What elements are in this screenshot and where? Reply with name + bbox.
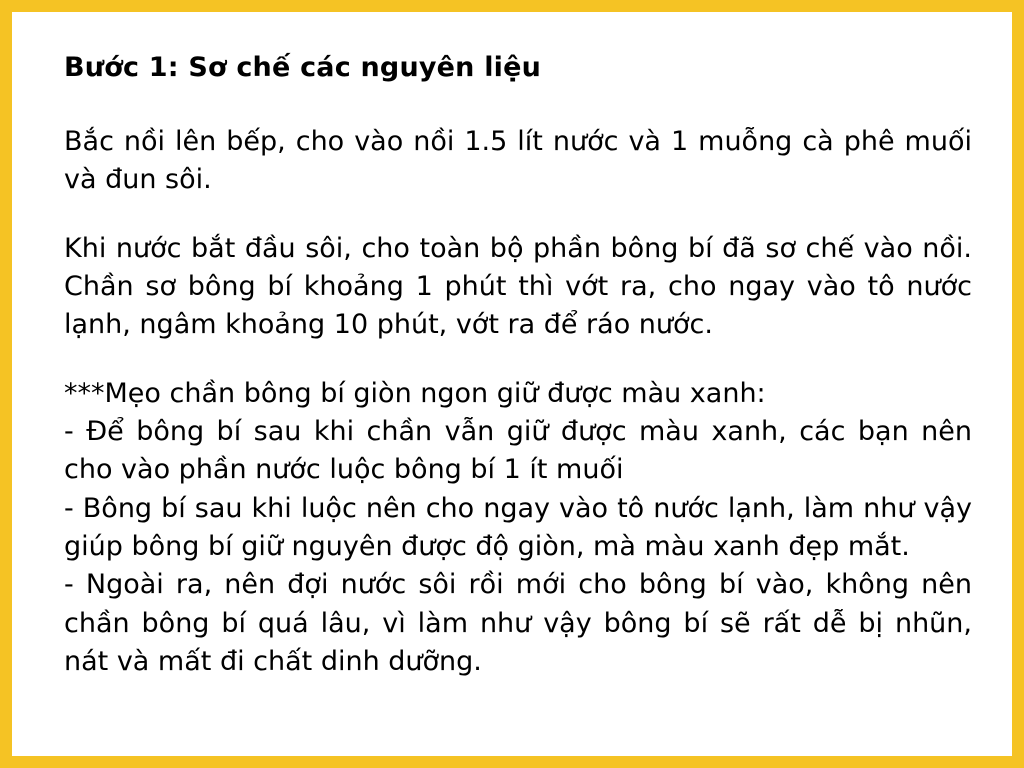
instruction-paragraph-1: Bắc nồi lên bếp, cho vào nồi 1.5 lít nước và 1 muỗng cà phê muối và đun sôi.	[64, 126, 972, 196]
instruction-paragraph-2: Khi nước bắt đầu sôi, cho toàn bộ phần bông bí đã sơ chế vào nồi. Chần sơ bông bí khoảng 1 phút thì vớt ra, cho ngay vào tô nước lạnh, ngâm khoảng 10 phút, vớt ra để ráo nước.	[64, 232, 972, 341]
step-heading: Bước 1: Sơ chế các nguyên liệu	[64, 52, 542, 83]
spacer	[64, 200, 972, 230]
spacer	[64, 95, 972, 123]
tip-item-1: - Để bông bí sau khi chần vẫn giữ được màu xanh, các bạn nên cho vào phần nước luộc bông bí 1 ít muối	[64, 416, 972, 486]
tips-section	[64, 375, 972, 682]
tip-item-2: - Bông bí sau khi luộc nên cho ngay vào tô nước lạnh, làm như vậy giúp bông bí giữ nguyên được độ giòn, mà màu xanh đẹp mắt.	[64, 492, 972, 563]
tips-title: ***Mẹo chần bông bí giòn ngon giữ được màu xanh:	[64, 377, 766, 409]
tip-item-3: - Ngoài ra, nên đợi nước sôi rồi mới cho bông bí vào, không nên chần bông bí quá lâu, vì làm như vậy bông bí sẽ rất dễ bị nhũn, nát và mất đi chất dinh dưỡng.	[64, 569, 972, 678]
document-content	[64, 50, 972, 681]
spacer	[64, 345, 972, 375]
